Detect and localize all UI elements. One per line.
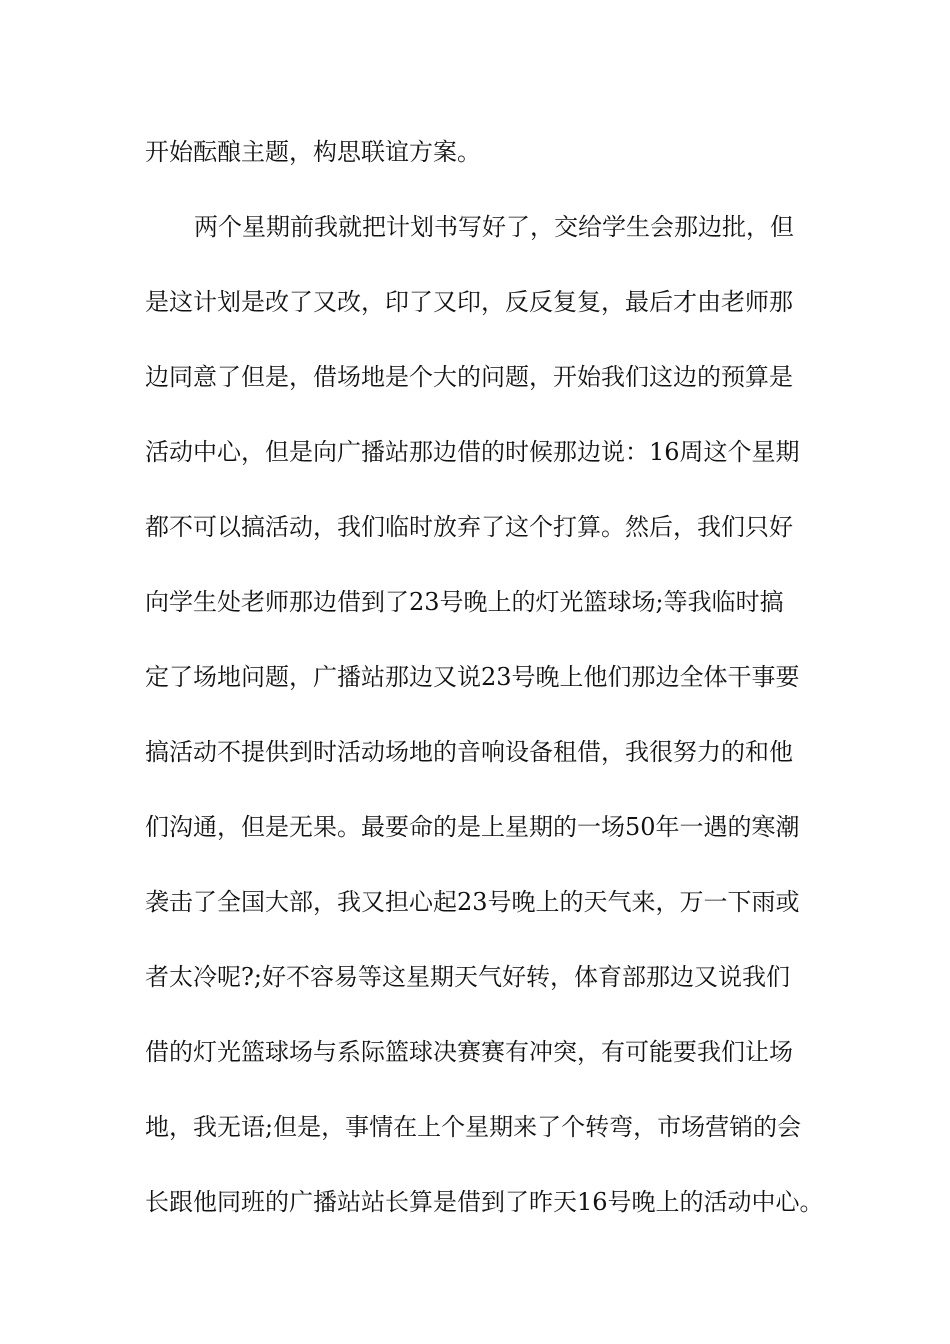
text-line: 定了场地问题，广播站那边又说23号晚上他们那边全体干事要 [145,663,800,691]
text-line: 者太冷呢?;好不容易等这星期天气好转，体育部那边又说我们 [145,963,790,991]
text-line: 们沟通，但是无果。最要命的是上星期的一场50年一遇的寒潮 [145,813,800,841]
text-line: 地，我无语;但是，事情在上个星期来了个转弯，市场营销的会 [145,1113,802,1141]
text-line: 开始酝酿主题，构思联谊方案。 [145,138,481,166]
text-line: 向学生处老师那边借到了23号晚上的灯光篮球场;等我临时搞 [145,588,784,616]
text-line: 活动中心，但是向广播站那边借的时候那边说：16周这个星期 [145,438,800,466]
text-line: 长跟他同班的广播站站长算是借到了昨天16号晚上的活动中心。 [145,1188,824,1216]
text-line: 是这计划是改了又改，印了又印，反反复复，最后才由老师那 [145,288,793,316]
text-line: 都不可以搞活动，我们临时放弃了这个打算。然后，我们只好 [145,513,793,541]
text-line: 搞活动不提供到时活动场地的音响设备租借，我很努力的和他 [145,738,793,766]
text-line: 袭击了全国大部，我又担心起23号晚上的天气来，万一下雨或 [145,888,800,916]
text-line: 边同意了但是，借场地是个大的问题，开始我们这边的预算是 [145,363,793,391]
document-body [145,129,835,1254]
text-line: 借的灯光篮球场与系际篮球决赛赛有冲突，有可能要我们让场 [145,1038,793,1066]
paragraph-start-line: 两个星期前我就把计划书写好了，交给学生会那边批，但 [194,213,794,241]
